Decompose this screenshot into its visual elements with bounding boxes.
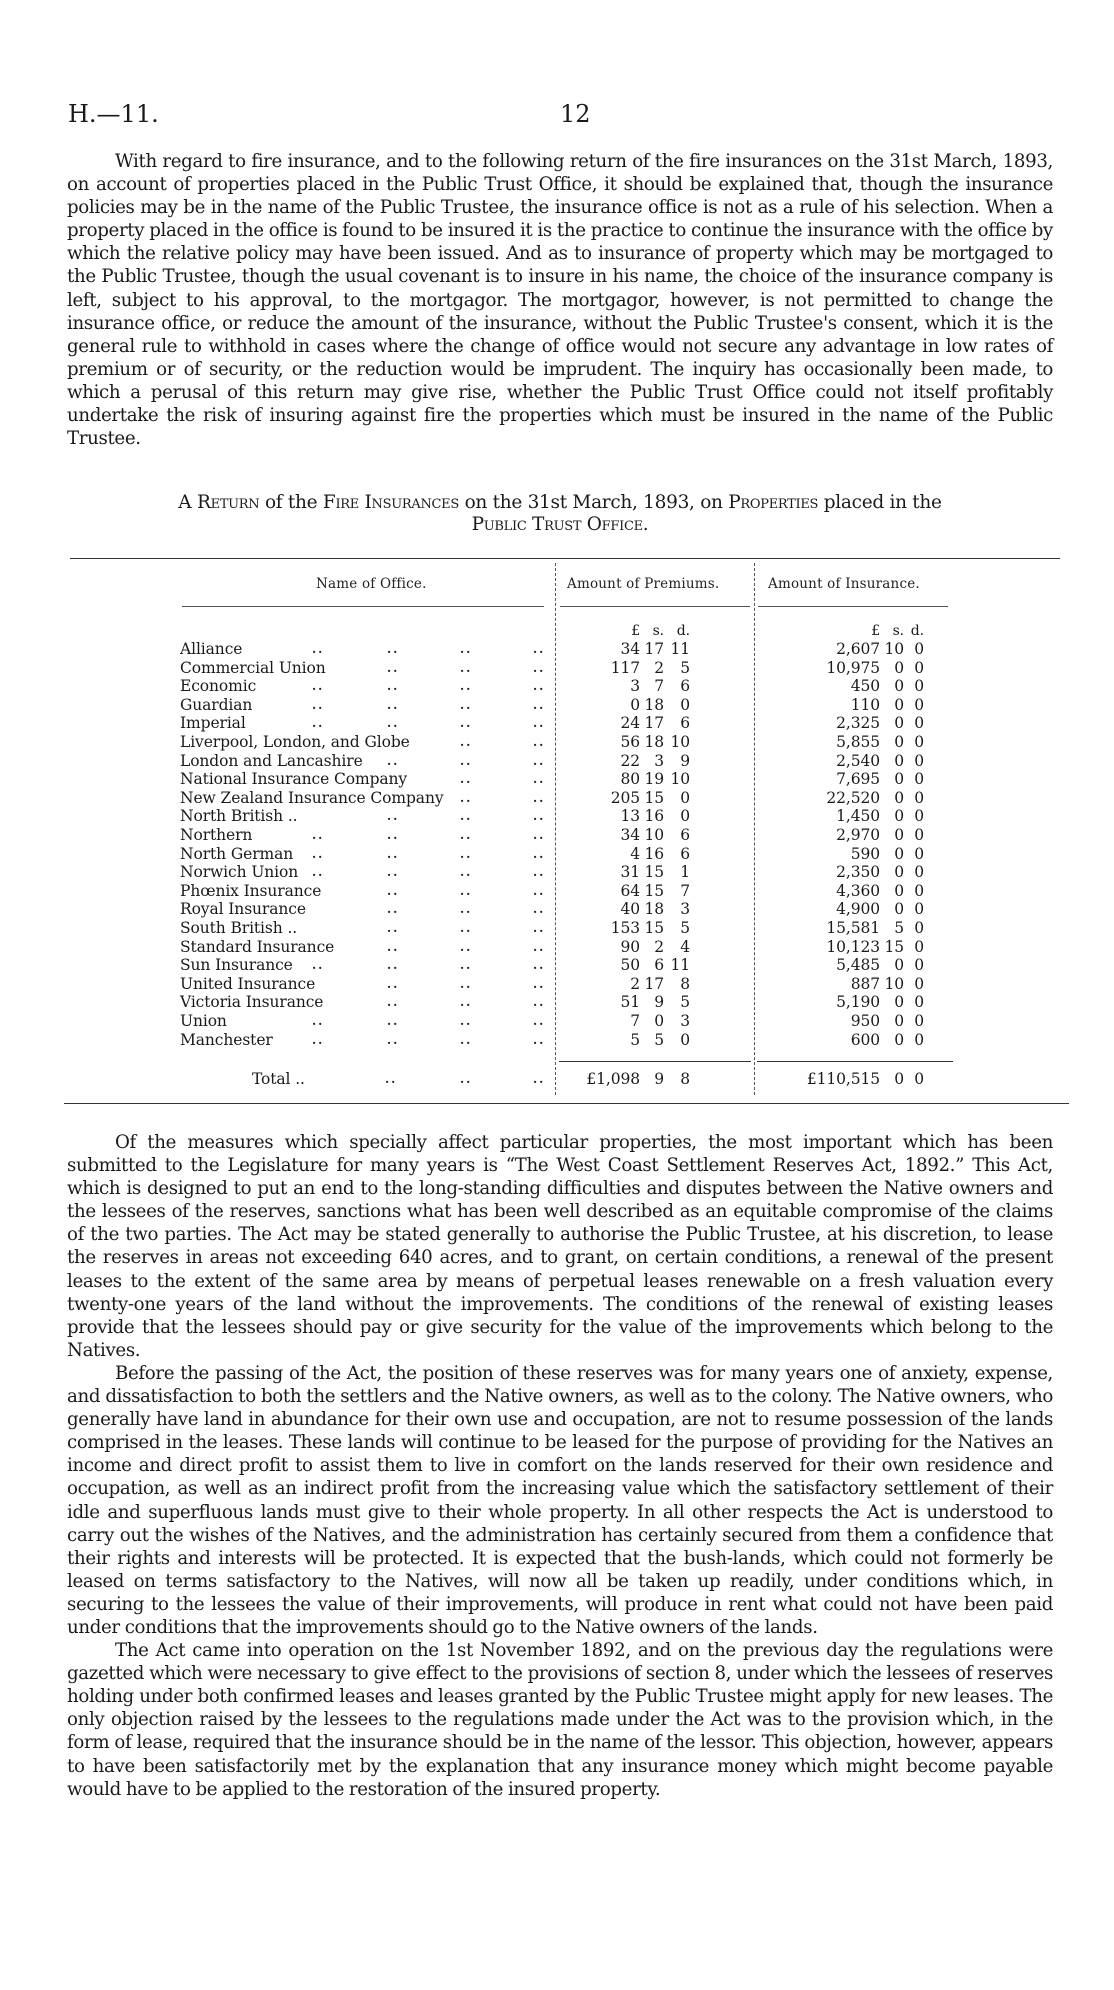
leader-dots: .. (533, 660, 546, 675)
premium-pounds: 80 (620, 770, 640, 789)
header-underline-name (182, 606, 544, 607)
office-name: National Insurance Company (180, 770, 408, 789)
insurance-pounds: 7,695 (836, 770, 880, 789)
paragraph-act-operation: The Act came into operation on the 1st November 1892, and on the previous day the regulations were gazetted which were necessary to give effect to the provisions of section 8, under which the lessees of reserves holding under both confirmed leases and leases granted by the Public Trustee might apply for new leases. The only objection raised by the lessees to the regulations made under the Act was to the provision which, in the form of lease, required that the insurance should be in the name of the lessor. This objection, however, appears to have been satisfactorily met by the explanation that any insurance money which might become payable would have to be applied to the restoration of the insured property. (67, 1640, 1053, 1800)
insurance-pence: 0 (914, 974, 924, 993)
office-name: Commercial Union (180, 658, 326, 677)
reserves-act-section (67, 1131, 1053, 1801)
unit-row (0, 622, 1114, 641)
office-name: Union (180, 1012, 227, 1030)
leader-dots: .. (387, 679, 400, 694)
sum-rule-insurance (757, 1061, 953, 1062)
leader-dots: .. (387, 809, 400, 824)
insurance-pence: 0 (914, 881, 924, 900)
premium-shillings: 17 (644, 714, 664, 733)
insurance-pence: 0 (914, 695, 924, 714)
leader-dots: .. (533, 809, 546, 824)
insurance-pounds: 5,485 (836, 956, 880, 975)
leader-dots: .. (387, 939, 400, 954)
premium-pounds: 34 (620, 640, 640, 658)
leader-dots: .. (460, 660, 473, 675)
insurance-pence: 0 (914, 993, 924, 1012)
office-name: Economic (180, 677, 257, 696)
premium-shillings: 9 (654, 993, 664, 1012)
leader-dots: .. (387, 995, 400, 1010)
premium-pounds: 50 (620, 956, 640, 975)
leader-dots: .. (387, 865, 400, 880)
premium-shillings: 7 (654, 677, 664, 696)
premium-shillings: 15 (644, 881, 664, 900)
leader-dots: .. (533, 697, 546, 712)
insurance-shillings: 0 (894, 714, 904, 733)
paragraph-reserves-act: Of the measures which specially affect particular properties, the most important which has been submitted to the Legislature for many years is “The West Coast Settlement Reserves Act, 1892.” This Act, which is designed to put an end to the long-standing difficulties and disputes between the Native owners and the lessees of the reserves, sanctions what has been well described as an equitable compromise of the claims of the two parties. The Act may be stated generally to authorise the Public Trustee, at his discretion, to lease the reserves in areas not exceeding 640 acres, and to grant, on certain conditions, a renewal of the present leases to the extent of the same area by means of perpetual leases renewable on a fresh valuation every twenty-one years of the land without the improvements. The conditions of the renewal of existing leases provide that the lessees should pay or give security for the value of the improvements which belong to the Natives. (67, 1132, 1053, 1361)
leader-dots: .. (387, 958, 400, 973)
insurance-shillings: 10 (884, 640, 904, 658)
premium-shillings: 15 (644, 863, 664, 882)
table-row (0, 826, 1114, 845)
page-header (0, 100, 1114, 130)
page-number: 12 (560, 100, 591, 128)
leader-dots: .. (312, 716, 325, 731)
leader-dots: .. (387, 828, 400, 842)
premium-shillings: 2 (654, 937, 664, 956)
leader-dots: .. (533, 753, 546, 768)
premium-pence: 5 (680, 993, 690, 1012)
leader-dots: .. (460, 958, 473, 973)
premium-pounds: 3 (630, 677, 640, 696)
premium-pence: 5 (680, 919, 690, 937)
premium-shillings: 19 (644, 770, 664, 789)
insurance-shillings: 0 (894, 863, 904, 882)
premium-pounds: 13 (620, 807, 640, 826)
insurance-shillings: 0 (894, 677, 904, 696)
leader-dots: .. (312, 958, 325, 973)
leader-dots: .. (460, 976, 473, 991)
leader-dots: .. (312, 1014, 325, 1028)
premium-shillings: 5 (654, 1030, 664, 1049)
leader-dots: .. (533, 846, 546, 861)
premium-pence: 3 (680, 1012, 690, 1030)
insurance-pounds: 10,975 (826, 658, 880, 677)
insurance-pounds: 2,350 (836, 863, 880, 882)
insurance-pence: 0 (914, 1030, 924, 1049)
header-underline-insurance (758, 606, 948, 607)
leader-dots: .. (387, 660, 400, 675)
premium-shillings: 17 (644, 974, 664, 993)
total-row (0, 1070, 1114, 1089)
table-row (0, 938, 1114, 957)
leader-dots: .. (387, 846, 400, 861)
intro-section (67, 150, 1053, 450)
leader-dots: .. (533, 995, 546, 1010)
office-name: Northern (180, 826, 253, 844)
insurance-pounds: 1,450 (836, 807, 880, 826)
premium-pence: 1 (680, 863, 690, 882)
leader-dots: .. (460, 846, 473, 861)
leader-dots: .. (460, 735, 473, 749)
unit-label: £ (631, 623, 640, 639)
insurance-shillings: 0 (894, 1030, 904, 1049)
title-text: placed in the (818, 492, 942, 513)
table-row (0, 770, 1114, 789)
leader-dots: .. (387, 753, 400, 768)
premium-pounds: 2 (630, 974, 640, 993)
leader-dots: .. (460, 995, 473, 1010)
leader-dots: .. (460, 642, 473, 656)
insurance-shillings: 0 (894, 733, 904, 751)
office-name: Royal Insurance (180, 900, 306, 919)
leader-dots: .. (460, 753, 473, 768)
insurance-pounds: 10,123 (826, 937, 880, 956)
title-text: Public Trust Office (471, 514, 643, 535)
insurance-shillings: 0 (894, 993, 904, 1012)
leader-dots: .. (533, 939, 546, 954)
table-row (0, 919, 1114, 938)
premium-pence: 3 (680, 900, 690, 919)
table-row (0, 659, 1114, 678)
table-title (67, 492, 1053, 536)
table-top-rule (70, 558, 1060, 559)
insurance-shillings: 0 (894, 807, 904, 826)
table-row (0, 1031, 1114, 1050)
header-underline-premiums (560, 606, 750, 607)
leader-dots: .. (312, 865, 325, 880)
insurance-shillings: 0 (894, 900, 904, 919)
table-row (0, 807, 1114, 826)
insurance-shillings: 5 (894, 919, 904, 937)
insurance-pounds: 2,970 (836, 826, 880, 844)
total-premium-pence: 8 (680, 1070, 690, 1088)
premium-pence: 6 (680, 677, 690, 696)
insurance-pence: 0 (914, 658, 924, 677)
title-text: of the (259, 492, 323, 513)
unit-label: £ (871, 623, 880, 639)
premium-pence: 6 (680, 826, 690, 844)
leader-dots: .. (533, 735, 546, 749)
title-text: Fire Insurances (322, 492, 459, 513)
leader-dots: .. (460, 790, 473, 805)
insurance-pounds: 15,581 (826, 919, 880, 937)
leader-dots: .. (387, 1014, 400, 1028)
insurance-shillings: 0 (894, 658, 904, 677)
leader-dots: .. (387, 697, 400, 712)
unit-label: d. (676, 623, 690, 639)
leader-dots: .. (460, 828, 473, 842)
table-bottom-rule (64, 1103, 1069, 1104)
insurance-shillings: 0 (894, 844, 904, 863)
insurance-pence: 0 (914, 956, 924, 975)
leader-dots: .. (387, 921, 400, 935)
leader-dots: .. (312, 679, 325, 694)
premium-pence: 10 (670, 770, 690, 789)
paragraph-before-act: Before the passing of the Act, the position of these reserves was for many years one of anxiety, expense, and dissatisfaction to both the settlers and the Native owners, as well as to the colony. The Native owners, who generally have land in abundance for their own use and occupation, are not to resume possession of the lands comprised in the leases. These lands will continue to be leased for the purpose of providing for the Natives an income and direct profit to assist them to live in comfort on the lands reserved for their own residence and occupation, as well as an indirect profit from the increasing value which the satisfactory settlement of their idle and superfluous lands must give to their whole property. In all other respects the Act is understood to carry out the wishes of the Natives, and the administration has certainly secured from them a confidence that their rights and interests will be protected. It is expected that the bush-lands, which could not formerly be leased on terms satisfactory to the Natives, will now all be taken up readily, under conditions which, in securing to the lessees the value of their improvements, will produce in rent what could not have been paid under conditions that the improvements should go to the Native owners of the lands. (67, 1362, 1053, 1638)
table-row (0, 882, 1114, 901)
premium-pounds: 64 (620, 881, 640, 900)
total-insurance-pounds: £110,515 (806, 1070, 880, 1088)
leader-dots: .. (312, 697, 325, 712)
insurance-pence: 0 (914, 826, 924, 844)
table-row (0, 845, 1114, 864)
unit-label: s. (892, 623, 904, 639)
total-insurance-shillings: 0 (894, 1070, 904, 1088)
insurance-pounds: 2,607 (836, 640, 880, 658)
insurance-pence: 0 (914, 677, 924, 696)
insurance-pounds: 950 (850, 1012, 880, 1030)
table-row (0, 696, 1114, 715)
table-row (0, 733, 1114, 752)
premium-shillings: 18 (644, 695, 664, 714)
table-row (0, 752, 1114, 771)
insurance-pence: 0 (914, 788, 924, 807)
insurance-pounds: 590 (850, 844, 880, 863)
leader-dots: .. (533, 1072, 546, 1086)
leader-dots: .. (385, 1072, 398, 1086)
leader-dots: .. (312, 642, 325, 656)
premium-pence: 0 (680, 1030, 690, 1049)
office-name: New Zealand Insurance Company (180, 788, 444, 807)
office-name: Norwich Union (180, 863, 299, 882)
leader-dots: .. (460, 865, 473, 880)
premium-pounds: 56 (620, 733, 640, 751)
leader-dots: .. (533, 976, 546, 991)
leader-dots: .. (533, 642, 546, 656)
insurance-pounds: 450 (850, 677, 880, 696)
unit-label: s. (652, 623, 664, 639)
total-premium-shillings: 9 (654, 1070, 664, 1088)
insurance-shillings: 0 (894, 788, 904, 807)
leader-dots: .. (460, 921, 473, 935)
office-name: Phœnix Insurance (180, 881, 322, 900)
leader-dots: .. (387, 883, 400, 898)
leader-dots: .. (460, 772, 473, 787)
leader-dots: .. (312, 828, 325, 842)
premium-pounds: 40 (620, 900, 640, 919)
premium-pence: 6 (680, 844, 690, 863)
leader-dots: .. (533, 828, 546, 842)
table-row (0, 1012, 1114, 1031)
leader-dots: .. (312, 1032, 325, 1047)
leader-dots: .. (387, 716, 400, 731)
column-header-premiums: Amount of Premiums. (567, 576, 720, 592)
leader-dots: .. (460, 1072, 473, 1086)
office-name: North German (180, 844, 294, 863)
leader-dots: .. (460, 716, 473, 731)
premium-pence: 0 (680, 788, 690, 807)
table-row (0, 900, 1114, 919)
paragraph-fire-insurance: With regard to fire insurance, and to the following return of the fire insurances on the 31st March, 1893, on account of properties placed in the Public Trust Office, it should be explained that, though the insurance policies may be in the name of the Public Trustee, the insurance office is not as a rule of his selection. When a property placed in the office is found to be insured it is the practice to continue the insurance with the office by which the relative policy may have been issued. And as to insurance of property which may be mortgaged to the Public Trustee, though the usual covenant is to insure in his name, the choice of the insurance company is left, subject to his approval, to the mortgagor. The mortgagor, however, is not permitted to change the insurance office, or reduce the amount of the insurance, without the Public Trustee's consent, which it is the general rule to withhold in cases where the change of office would not secure any advantage in low rates of premium or of security, or the reduction would be imprudent. The inquiry has occasionally been made, to which a perusal of this return may give rise, whether the Public Trust Office could not itself profitably undertake the risk of insuring against fire the properties which must be insured in the name of the Public Trustee. (67, 151, 1053, 450)
leader-dots: .. (460, 902, 473, 917)
office-name: Standard Insurance (180, 937, 335, 956)
insurance-shillings: 10 (884, 974, 904, 993)
premium-shillings: 16 (644, 844, 664, 863)
premium-pounds: 22 (620, 751, 640, 770)
insurance-pounds: 600 (850, 1030, 880, 1049)
premium-pounds: 205 (610, 788, 640, 807)
premium-pence: 11 (670, 956, 690, 975)
table-row (0, 640, 1114, 659)
leader-dots: .. (533, 958, 546, 973)
total-insurance-pence: 0 (914, 1070, 924, 1088)
document-reference: H.—11. (68, 100, 159, 128)
total-label: Total .. (252, 1070, 305, 1088)
leader-dots: .. (533, 1032, 546, 1047)
insurance-shillings: 0 (894, 770, 904, 789)
insurance-pounds: 2,325 (836, 714, 880, 733)
premium-pounds: 90 (620, 937, 640, 956)
premium-pence: 7 (680, 881, 690, 900)
insurance-shillings: 0 (894, 751, 904, 770)
leader-dots: .. (533, 716, 546, 731)
leader-dots: .. (533, 772, 546, 787)
leader-dots: .. (387, 976, 400, 991)
premium-pounds: 5 (630, 1030, 640, 1049)
office-name: South British .. (180, 919, 298, 937)
premium-pounds: 7 (630, 1012, 640, 1030)
insurance-pence: 0 (914, 807, 924, 826)
leader-dots: .. (460, 679, 473, 694)
office-name: London and Lancashire (180, 751, 363, 770)
office-name: Victoria Insurance (180, 993, 324, 1012)
premium-shillings: 17 (644, 640, 664, 658)
insurance-pence: 0 (914, 1012, 924, 1030)
insurance-pence: 0 (914, 733, 924, 751)
premium-shillings: 0 (654, 1012, 664, 1030)
insurance-pence: 0 (914, 770, 924, 789)
leader-dots: .. (312, 846, 325, 861)
insurance-pence: 0 (914, 919, 924, 937)
premium-shillings: 3 (654, 751, 664, 770)
insurance-shillings: 0 (894, 826, 904, 844)
leader-dots: .. (387, 642, 400, 656)
premium-pounds: 51 (620, 993, 640, 1012)
leader-dots: .. (460, 939, 473, 954)
leader-dots: .. (533, 921, 546, 935)
premium-shillings: 15 (644, 788, 664, 807)
premium-shillings: 18 (644, 733, 664, 751)
leader-dots: .. (533, 790, 546, 805)
premium-pounds: 153 (610, 919, 640, 937)
premium-pence: 10 (670, 733, 690, 751)
insurance-pence: 0 (914, 714, 924, 733)
office-name: Manchester (180, 1030, 273, 1049)
premium-shillings: 18 (644, 900, 664, 919)
insurance-pence: 0 (914, 844, 924, 863)
premium-pence: 5 (680, 658, 690, 677)
premium-pence: 8 (680, 974, 690, 993)
insurance-pounds: 110 (850, 695, 880, 714)
insurance-pounds: 5,855 (836, 733, 880, 751)
table-row (0, 789, 1114, 808)
premium-pounds: 117 (610, 658, 640, 677)
premium-pounds: 31 (620, 863, 640, 882)
premium-pence: 6 (680, 714, 690, 733)
leader-dots: .. (533, 1014, 546, 1028)
insurance-pence: 0 (914, 863, 924, 882)
premium-pence: 0 (680, 807, 690, 826)
premium-pounds: 4 (630, 844, 640, 863)
sum-rule-premiums (559, 1061, 751, 1062)
premium-pounds: 34 (620, 826, 640, 844)
office-name: Alliance (180, 640, 243, 658)
leader-dots: .. (533, 883, 546, 898)
leader-dots: .. (460, 883, 473, 898)
total-premium-pounds: £1,098 (586, 1070, 640, 1088)
insurance-shillings: 0 (894, 956, 904, 975)
leader-dots: .. (387, 1032, 400, 1047)
leader-dots: .. (533, 865, 546, 880)
insurance-pence: 0 (914, 751, 924, 770)
table-row (0, 956, 1114, 975)
leader-dots: .. (533, 679, 546, 694)
column-header-insurance: Amount of Insurance. (768, 576, 920, 592)
premium-shillings: 10 (644, 826, 664, 844)
insurance-pence: 0 (914, 900, 924, 919)
insurance-pounds: 887 (850, 974, 880, 993)
leader-dots: .. (387, 902, 400, 917)
insurance-pounds: 22,520 (826, 788, 880, 807)
office-name: Liverpool, London, and Globe (180, 733, 410, 751)
table-row (0, 677, 1114, 696)
office-name: Guardian (180, 695, 253, 714)
premium-pence: 4 (680, 937, 690, 956)
office-name: Sun Insurance (180, 956, 293, 975)
insurance-shillings: 0 (894, 881, 904, 900)
insurance-pence: 0 (914, 640, 924, 658)
office-name: Imperial (180, 714, 246, 733)
insurance-pounds: 2,540 (836, 751, 880, 770)
office-name: United Insurance (180, 974, 316, 993)
column-header-name: Name of Office. (316, 576, 427, 592)
insurance-shillings: 15 (884, 937, 904, 956)
title-text: Properties (728, 492, 819, 513)
premium-shillings: 15 (644, 919, 664, 937)
premium-pounds: 24 (620, 714, 640, 733)
insurance-pounds: 5,190 (836, 993, 880, 1012)
table-row (0, 863, 1114, 882)
premium-shillings: 16 (644, 807, 664, 826)
leader-dots: .. (460, 1014, 473, 1028)
table-row (0, 714, 1114, 733)
premium-pence: 9 (680, 751, 690, 770)
title-text: A (178, 492, 197, 513)
table-row (0, 993, 1114, 1012)
title-text: on the 31st March, 1893, on (458, 492, 729, 513)
leader-dots: .. (460, 697, 473, 712)
leader-dots: .. (460, 809, 473, 824)
premium-shillings: 2 (654, 658, 664, 677)
insurance-shillings: 0 (894, 1012, 904, 1030)
unit-label: d. (910, 623, 924, 639)
office-name: North British .. (180, 807, 298, 826)
insurance-shillings: 0 (894, 695, 904, 714)
premium-pounds: 0 (630, 695, 640, 714)
insurance-pounds: 4,900 (836, 900, 880, 919)
premium-shillings: 6 (654, 956, 664, 975)
insurance-pence: 0 (914, 937, 924, 956)
premium-pence: 0 (680, 695, 690, 714)
insurance-pounds: 4,360 (836, 881, 880, 900)
premium-pence: 11 (670, 640, 690, 658)
leader-dots: .. (533, 902, 546, 917)
table-row (0, 975, 1114, 994)
title-text: . (642, 514, 649, 535)
title-text: Return (196, 492, 260, 513)
leader-dots: .. (460, 1032, 473, 1047)
